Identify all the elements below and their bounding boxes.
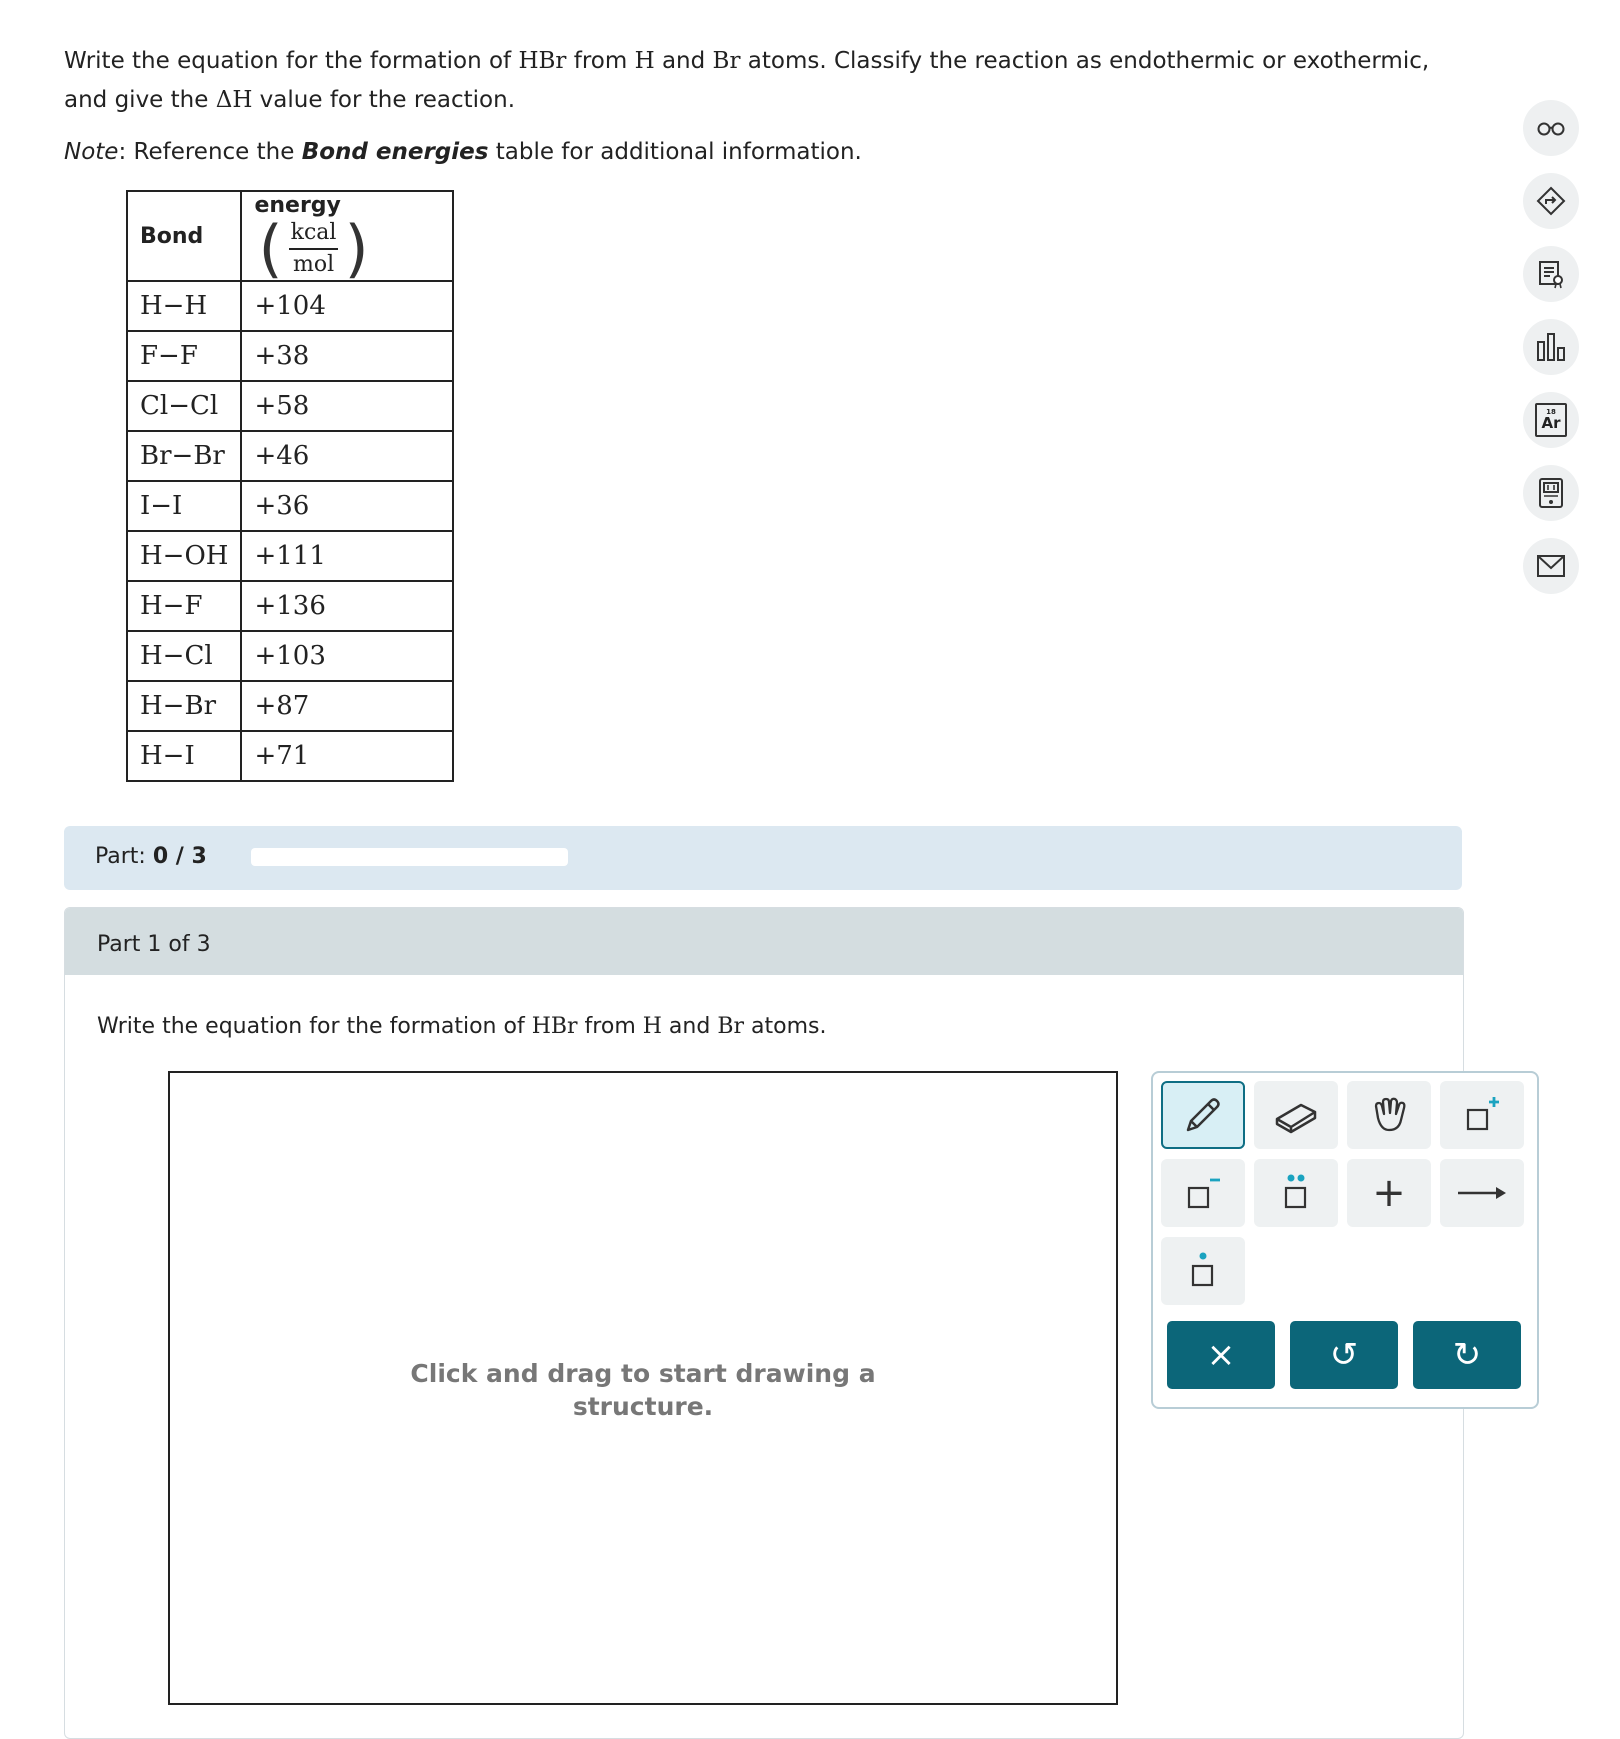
bond-energies-link: Bond energies (301, 139, 489, 165)
positive-charge-icon (1459, 1092, 1505, 1138)
energy-cell: +136 (241, 581, 453, 631)
column-header-energy: energy ( $\frac{\text{kcal}}{\text{mol}}$ ) (241, 191, 453, 281)
part-instruction: Write the equation for the formation of HBr from H and Br atoms. (97, 1014, 827, 1039)
bond-cell: Br−Br (127, 431, 241, 481)
reaction-arrow-button[interactable] (1440, 1159, 1524, 1227)
energy-cell: +87 (241, 681, 453, 731)
drawing-toolbar (1151, 1071, 1539, 1409)
add-plus-button[interactable] (1347, 1159, 1431, 1227)
hand-tool-button[interactable] (1347, 1081, 1431, 1149)
energy-cell: +71 (241, 731, 453, 781)
messages-button[interactable] (1523, 538, 1579, 594)
bond-cell: H−Br (127, 681, 241, 731)
energy-cell: +103 (241, 631, 453, 681)
reference-button[interactable] (1523, 246, 1579, 302)
calculator-button[interactable] (1523, 465, 1579, 521)
positive-charge-button[interactable] (1440, 1081, 1524, 1149)
table-row (127, 331, 453, 381)
notes-icon (1535, 258, 1567, 290)
canvas-hint: Click and drag to start drawing a structure. (410, 1359, 876, 1421)
pencil-icon (1180, 1092, 1226, 1138)
progress-track (251, 848, 568, 866)
negative-charge-icon (1180, 1170, 1226, 1216)
bond-cell: H−F (127, 581, 241, 631)
calculator-icon (1535, 476, 1567, 510)
formula-hbr: HBr (531, 1014, 578, 1039)
directions-icon (1535, 185, 1567, 217)
arrow-right-icon (1454, 1178, 1510, 1208)
bond-cell: Cl−Cl (127, 381, 241, 431)
table-header-row (127, 191, 453, 281)
lone-pair-icon (1273, 1170, 1319, 1216)
table-row (127, 281, 453, 331)
column-header-bond: Bond (127, 191, 241, 281)
table-row (127, 581, 453, 631)
part-header-label: Part 1 of 3 (97, 932, 211, 957)
glasses-icon (1535, 118, 1567, 138)
energy-cell: +58 (241, 381, 453, 431)
table-row (127, 731, 453, 781)
part-progress-label: Part: 0 / 3 (95, 844, 207, 869)
pencil-tool-button[interactable] (1161, 1081, 1245, 1149)
bond-energies-table (126, 190, 454, 782)
energy-cell: +38 (241, 331, 453, 381)
bond-cell: I−I (127, 481, 241, 531)
energy-cell: +46 (241, 431, 453, 481)
periodic-table-icon: 18 Ar (1535, 403, 1567, 437)
table-row (127, 631, 453, 681)
table-row (127, 381, 453, 431)
direction-button[interactable] (1523, 173, 1579, 229)
bond-cell: H−Cl (127, 631, 241, 681)
question-text: Write the equation for the formation of HBr from H and Br atoms. Classify the reaction as endothermic or exothermic, and give the ΔH value for the reaction. (64, 48, 1430, 113)
hand-icon (1366, 1092, 1412, 1138)
undo-button[interactable] (1290, 1321, 1398, 1389)
note-text: Note: Reference the Bond energies table for additional information. (64, 139, 862, 165)
table-row (127, 431, 453, 481)
table-row (127, 531, 453, 581)
redo-button[interactable] (1413, 1321, 1521, 1389)
part-header (65, 908, 1463, 975)
drawing-canvas[interactable] (168, 1071, 1118, 1705)
energy-cell: +36 (241, 481, 453, 531)
eraser-icon (1271, 1095, 1321, 1135)
radical-icon (1180, 1248, 1226, 1294)
unit-denominator: mol (292, 252, 335, 277)
lone-pair-button[interactable] (1254, 1159, 1338, 1227)
close-icon: × (1206, 1335, 1236, 1375)
part-progress-value: 0 / 3 (152, 844, 207, 869)
bond-cell: H−OH (127, 531, 241, 581)
table-row (127, 681, 453, 731)
formula-h: H (634, 48, 655, 74)
plus-icon: + (1372, 1170, 1406, 1216)
table-row (127, 481, 453, 531)
unit-numerator: kcal (289, 220, 339, 250)
part-progress-bar (64, 826, 1462, 890)
radical-button[interactable] (1161, 1237, 1245, 1305)
delta-h-symbol: ΔH (215, 87, 253, 113)
accessibility-button[interactable] (1523, 100, 1579, 156)
energy-cell: +104 (241, 281, 453, 331)
clear-button[interactable] (1167, 1321, 1275, 1389)
formula-br: Br (717, 1014, 745, 1039)
data-button[interactable] (1523, 319, 1579, 375)
energy-cell: +111 (241, 531, 453, 581)
bond-cell: H−H (127, 281, 241, 331)
formula-hbr: HBr (518, 48, 567, 74)
bar-chart-icon (1534, 330, 1568, 364)
undo-icon: ↺ (1329, 1335, 1359, 1375)
unit-fraction: ( $\frac{\text{kcal}}{\text{mol}}$ ) (258, 211, 369, 285)
periodic-table-button[interactable] (1523, 392, 1579, 448)
formula-br: Br (712, 48, 741, 74)
negative-charge-button[interactable] (1161, 1159, 1245, 1227)
bond-cell: F−F (127, 331, 241, 381)
formula-h: H (642, 1014, 662, 1039)
mail-icon (1535, 552, 1567, 580)
redo-icon: ↻ (1452, 1335, 1482, 1375)
eraser-tool-button[interactable] (1254, 1081, 1338, 1149)
bond-cell: H−I (127, 731, 241, 781)
